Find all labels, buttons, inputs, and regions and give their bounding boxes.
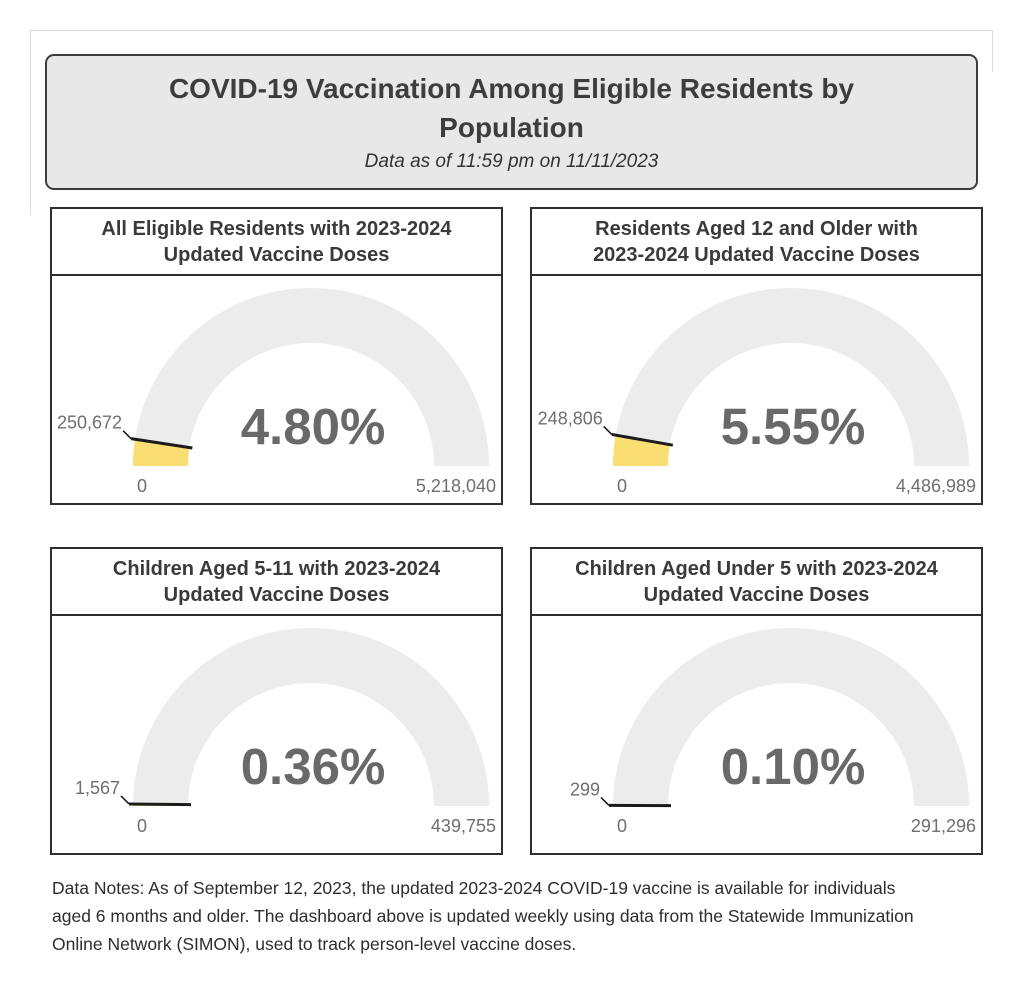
gauge-percent-value: 4.80% bbox=[240, 398, 386, 455]
gauge-panel-title-line2: Updated Vaccine Doses bbox=[163, 583, 390, 606]
gauge-min-label: 0 bbox=[616, 476, 628, 496]
gauge-max-label: 4,486,989 bbox=[895, 476, 976, 496]
gauge-max-label: 439,755 bbox=[430, 816, 496, 836]
gauge-needle bbox=[129, 804, 191, 805]
gauge-panel-all-eligible bbox=[50, 207, 503, 505]
gauge-panel-title bbox=[52, 549, 501, 616]
gauge-panel-title-line2: 2023-2024 Updated Vaccine Doses bbox=[593, 243, 920, 266]
gauge-callout-line bbox=[121, 796, 129, 804]
gauge-panel-aged-12-older bbox=[530, 207, 983, 505]
dashboard-header bbox=[45, 54, 978, 190]
gauge-panel-title-line1: Children Aged Under 5 with 2023-2024 bbox=[575, 557, 938, 580]
gauge-panel-title-line1: All Eligible Residents with 2023-2024 bbox=[101, 217, 452, 240]
gauge-max-label: 5,218,040 bbox=[415, 476, 496, 496]
gauge-panel-title-line1: Children Aged 5-11 with 2023-2024 bbox=[112, 557, 441, 580]
gauge-chart bbox=[52, 276, 501, 503]
gauge-percent-value: 5.55% bbox=[720, 398, 866, 455]
gauge-min-label: 0 bbox=[616, 816, 628, 836]
gauge-max-label: 291,296 bbox=[910, 816, 976, 836]
gauge-panel-title-line2: Updated Vaccine Doses bbox=[163, 243, 390, 266]
gauge-chart bbox=[52, 616, 501, 843]
outer-frame-top-border bbox=[30, 30, 993, 31]
gauge-panel-title-line2: Updated Vaccine Doses bbox=[643, 583, 870, 606]
gauge-panel-title bbox=[52, 209, 501, 276]
gauge-min-label: 0 bbox=[136, 476, 148, 496]
dashboard-title-line1: COVID-19 Vaccination Among Eligible Residents by bbox=[168, 73, 855, 104]
gauge-value-label: 299 bbox=[569, 779, 600, 800]
data-notes: Data Notes: As of September 12, 2023, the updated 2023-2024 COVID-19 vaccine is available for individuals aged 6 months and older. The dashboard above is updated weekly using data from the Statewide Immunization Online Network (SIMON), used to track person-level vaccine doses. bbox=[52, 878, 914, 954]
gauge-grid bbox=[50, 207, 983, 855]
dashboard-subtitle: Data as of 11:59 pm on 11/11/2023 bbox=[364, 151, 659, 172]
outer-frame-left-border bbox=[30, 30, 31, 215]
gauge-panel-title-line1: Residents Aged 12 and Older with bbox=[595, 217, 918, 240]
gauge-panel-title bbox=[532, 549, 981, 616]
gauge-percent-value: 0.36% bbox=[240, 738, 386, 795]
gauge-panel-children-under-5 bbox=[530, 547, 983, 855]
gauge-panel-children-5-11 bbox=[50, 547, 503, 855]
gauge-min-label: 0 bbox=[136, 816, 148, 836]
outer-frame-right-border bbox=[992, 30, 993, 72]
gauge-percent-value: 0.10% bbox=[720, 738, 866, 795]
gauge-callout-line bbox=[123, 431, 131, 439]
gauge-value-label: 1,567 bbox=[74, 777, 121, 798]
gauge-chart bbox=[532, 616, 981, 843]
gauge-panel-title bbox=[532, 209, 981, 276]
dashboard-title bbox=[47, 69, 976, 147]
gauge-value-label: 248,806 bbox=[537, 408, 603, 429]
gauge-value-label: 250,672 bbox=[56, 412, 123, 433]
dashboard-title-line2: Population bbox=[439, 112, 584, 143]
gauge-callout-line bbox=[601, 797, 609, 805]
gauge-chart bbox=[532, 276, 981, 503]
gauge-callout-line bbox=[604, 426, 612, 434]
